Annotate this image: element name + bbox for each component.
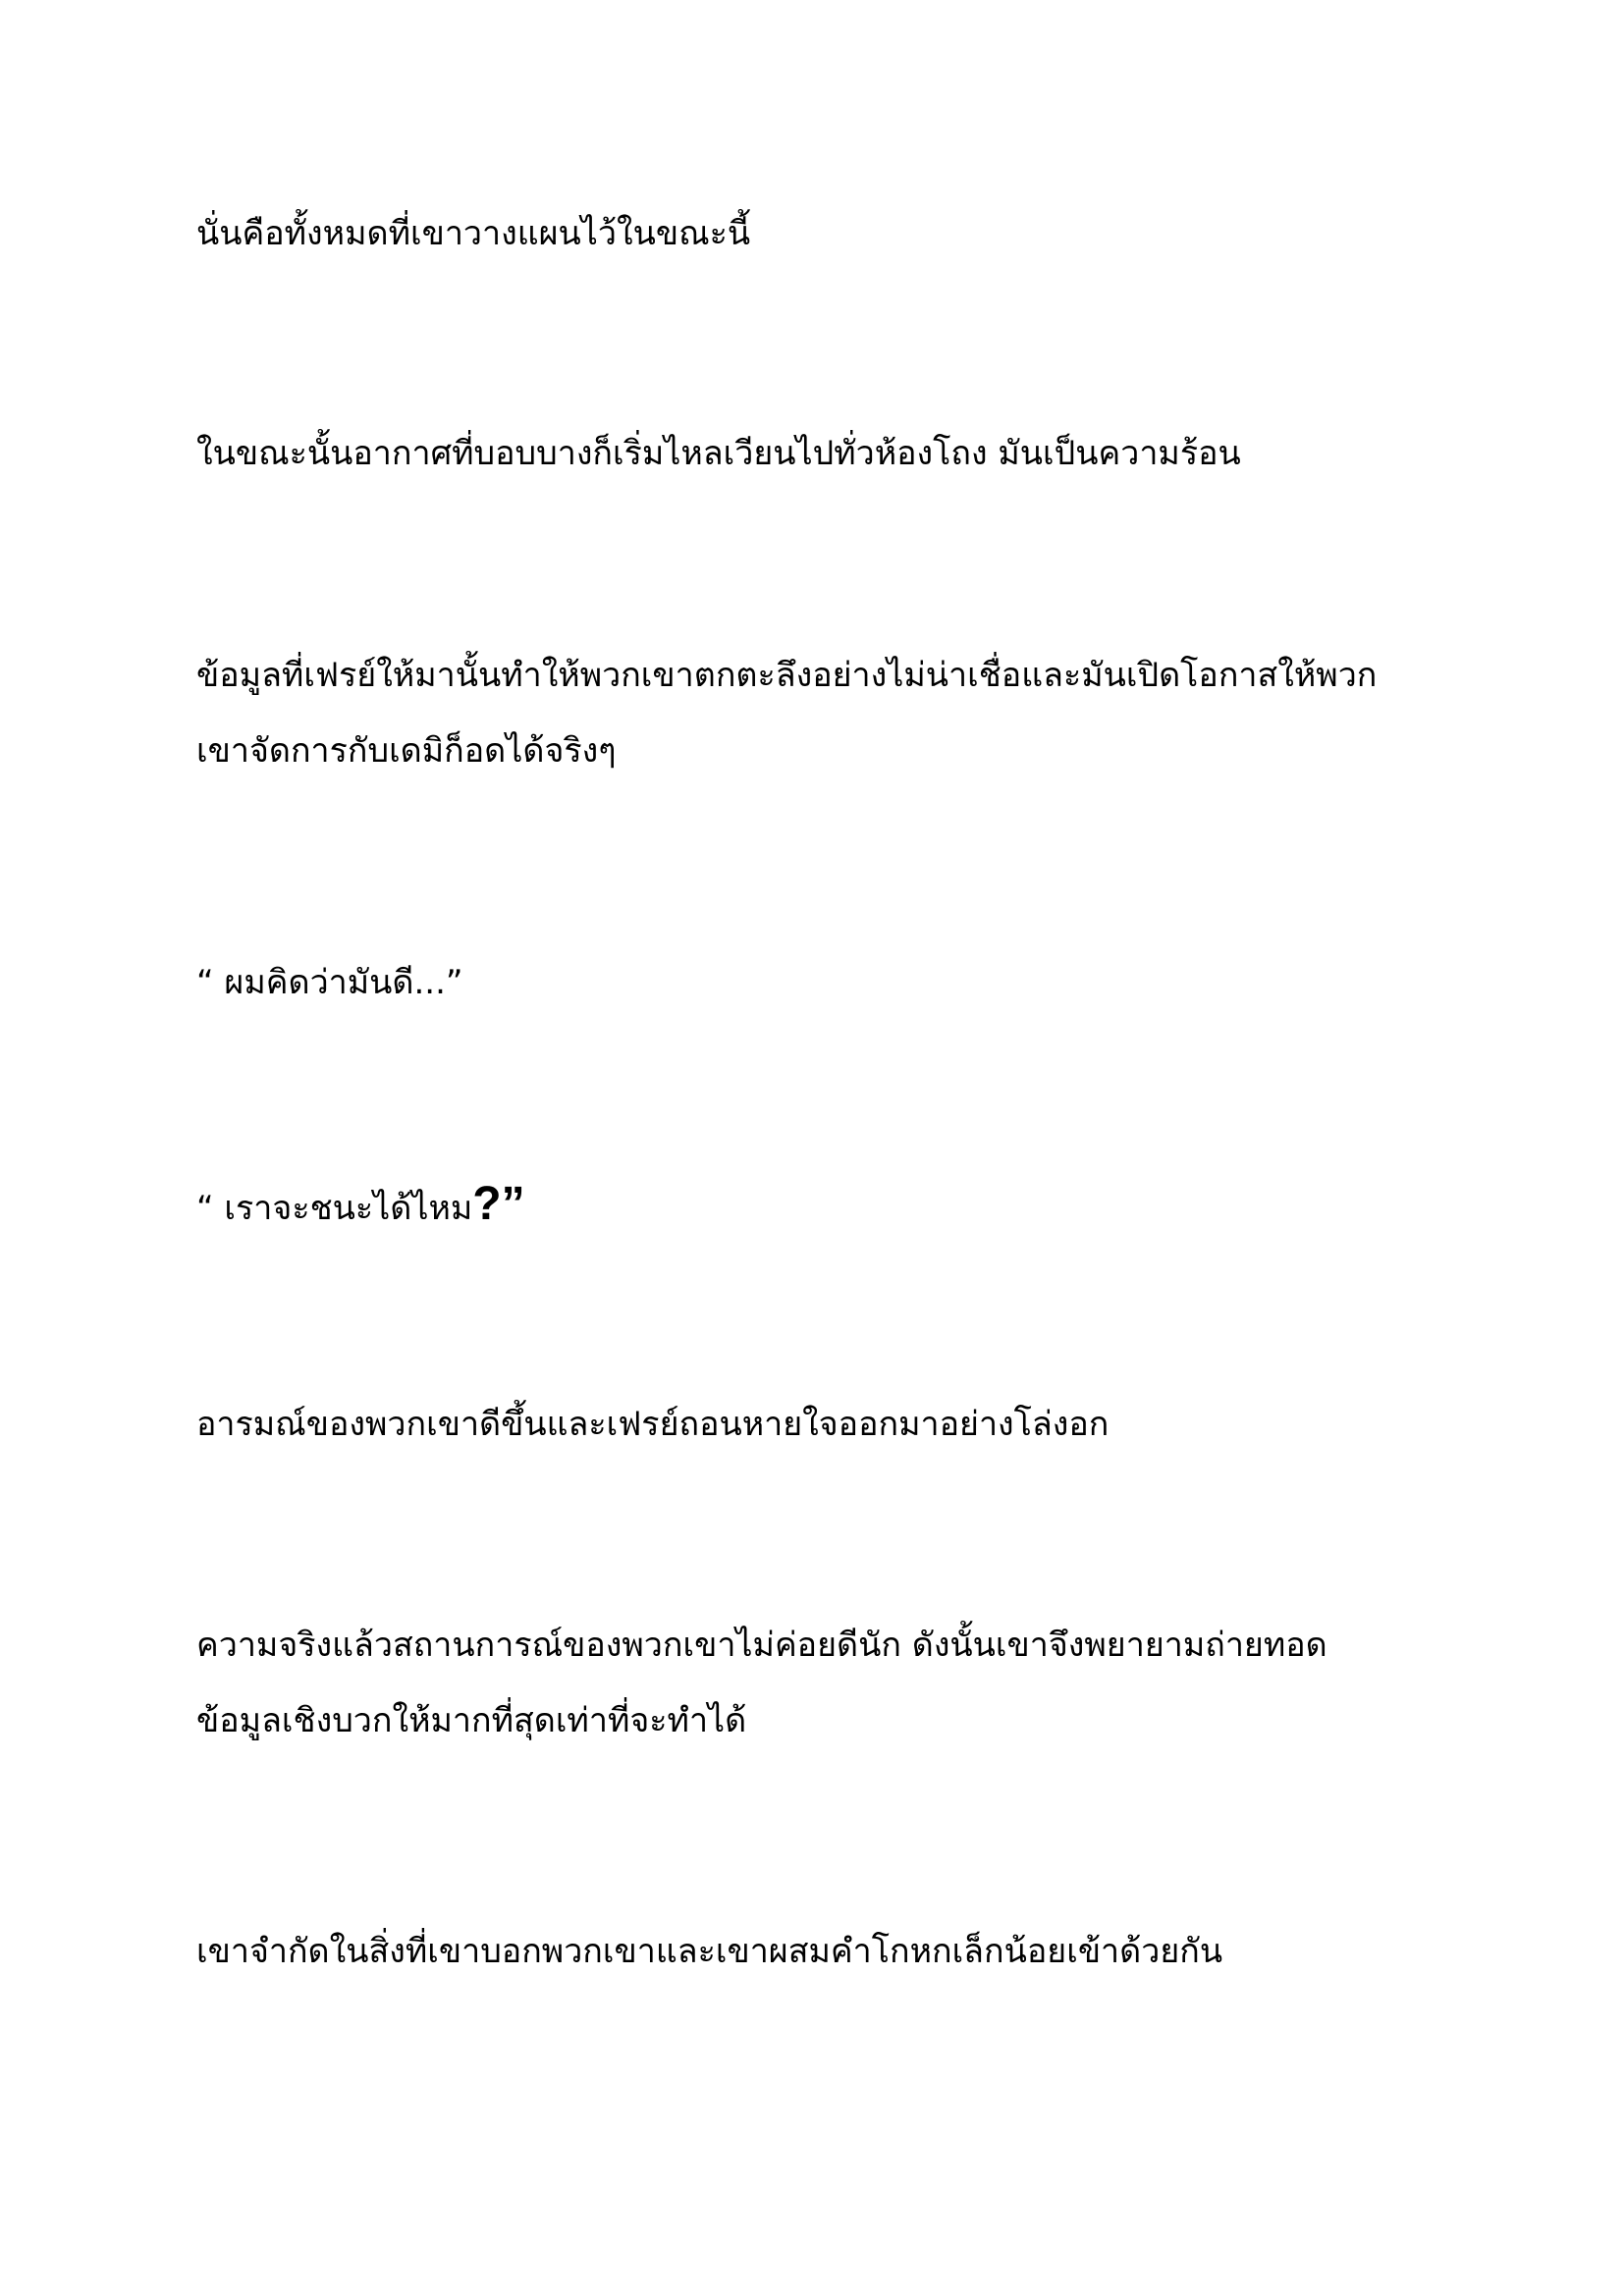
paragraph-3 [196, 638, 1473, 789]
dialogue-line-1 [196, 945, 1473, 1021]
text-line: นั่นคือทั้งหมดที่เขาวางแผนไว้ในขณะนี้ [196, 214, 751, 253]
text-line [196, 1166, 1473, 1247]
question-mark-quote: ?” [472, 1178, 525, 1230]
text-line: ข้อมูลเชิงบวกให้มากที่สุดเท่าที่จะทำได้ [196, 1701, 747, 1740]
paragraph-7 [196, 1608, 1473, 1759]
paragraph-8 [196, 1914, 1473, 1990]
paragraph-6 [196, 1387, 1473, 1463]
dialogue-text: “ เราจะชนะได้ไหม [196, 1189, 473, 1228]
paragraph-2 [196, 416, 1473, 492]
text-line: เขาจัดการกับเดมิก็อดได้จริงๆ [196, 731, 617, 771]
text-line: ข้อมูลที่เฟรย์ให้มานั้นทำให้พวกเขาตกตะลึงอย่างไม่น่าเชื่อและมันเปิดโอกาสให้พวก [196, 656, 1378, 695]
text-line: ในขณะนั้นอากาศที่บอบบางก็เริ่มไหลเวียนไปทั่วห้องโถง มันเป็นความร้อน [196, 434, 1241, 473]
text-line: อารมณ์ของพวกเขาดีขึ้นและเฟรย์ถอนหายใจออกมาอย่างโล่งอก [196, 1405, 1110, 1444]
paragraph-1 [196, 196, 1473, 272]
dialogue-line-2 [196, 1166, 1473, 1247]
text-line: “ ผมคิดว่ามันดี...” [196, 963, 463, 1002]
text-line: เขาจำกัดในสิ่งที่เขาบอกพวกเขาและเขาผสมคำโกหกเล็กน้อยเข้าด้วยกัน [196, 1932, 1223, 1971]
text-line: ความจริงแล้วสถานการณ์ของพวกเขาไม่ค่อยดีนัก ดังนั้นเขาจึงพยายามถ่ายทอด [196, 1626, 1327, 1665]
